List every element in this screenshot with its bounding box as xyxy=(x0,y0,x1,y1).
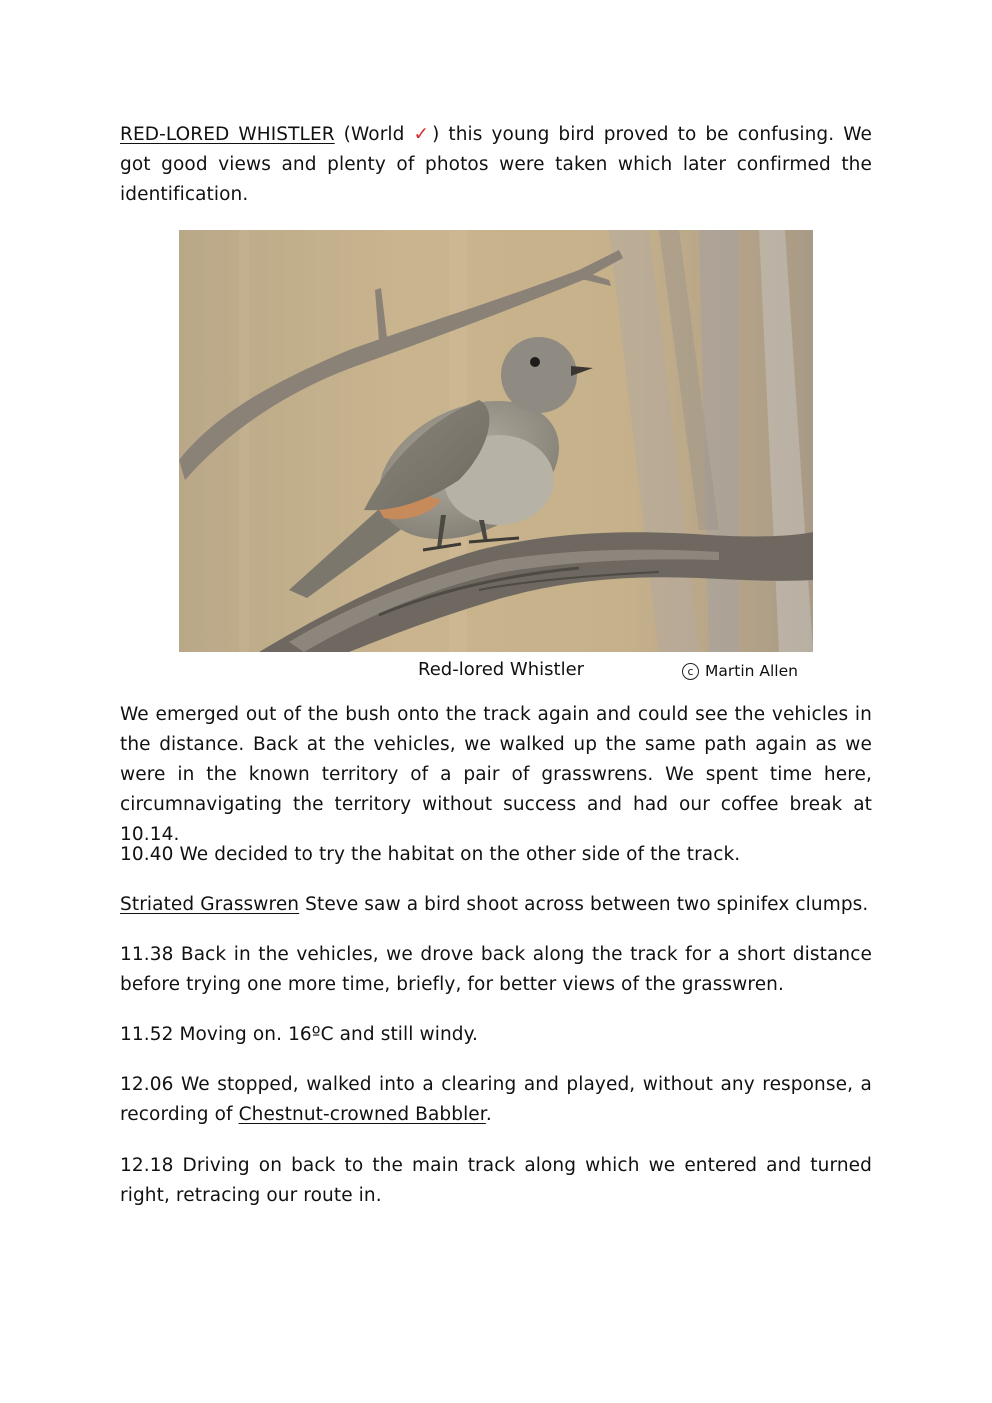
copyright-icon: c xyxy=(682,663,699,680)
paragraph-habitat: 10.40 We decided to try the habitat on the other side of the track. xyxy=(120,844,741,865)
paragraph-text: ) this young bird proved to be confusing. We got good views and plenty of photos were taken which later confirmed the identification. xyxy=(120,124,872,205)
paragraph-vehicles: 11.38 Back in the vehicles, we drove back along the track for a short distance before trying one more time, briefly, for better views of the grasswren. xyxy=(120,944,872,995)
paragraph-red-lored-whistler xyxy=(120,120,872,210)
paragraph-clearing xyxy=(120,1070,872,1130)
photo-caption: Red-lored Whistler xyxy=(418,659,585,680)
species-name: Chestnut-crowned Babbler xyxy=(238,1104,486,1125)
paragraph-text: 12.06 We stopped, walked into a clearing and played, without any response, a recording of xyxy=(120,1074,872,1125)
paragraph-text: . xyxy=(485,1104,492,1125)
photographer-name: Martin Allen xyxy=(705,662,798,680)
bird-photo xyxy=(179,230,813,652)
photo-credit xyxy=(682,659,798,683)
paragraph-moving-on: 11.52 Moving on. 16ºC and still windy. xyxy=(120,1024,479,1045)
paragraph-main-track: 12.18 Driving on back to the main track along which we entered and turned right, retracing our route in. xyxy=(120,1155,872,1206)
paragraph-text: (World xyxy=(334,124,414,145)
paragraph-text: Steve saw a bird shoot across between two spinifex clumps. xyxy=(299,894,869,915)
species-name: RED-LORED WHISTLER xyxy=(120,124,335,145)
species-name: Striated Grasswren xyxy=(120,894,300,915)
paragraph-striated-grasswren xyxy=(120,890,872,920)
paragraph-bush-track: We emerged out of the bush onto the track again and could see the vehicles in the distance. Back at the vehicles, we walked up the same path again as we were in the known territory of a pair of grasswrens. We spent time here, circumnavigating the territory without success and had our coffee break at 10.14. xyxy=(120,704,872,845)
check-mark-icon: ✓ xyxy=(413,124,433,145)
